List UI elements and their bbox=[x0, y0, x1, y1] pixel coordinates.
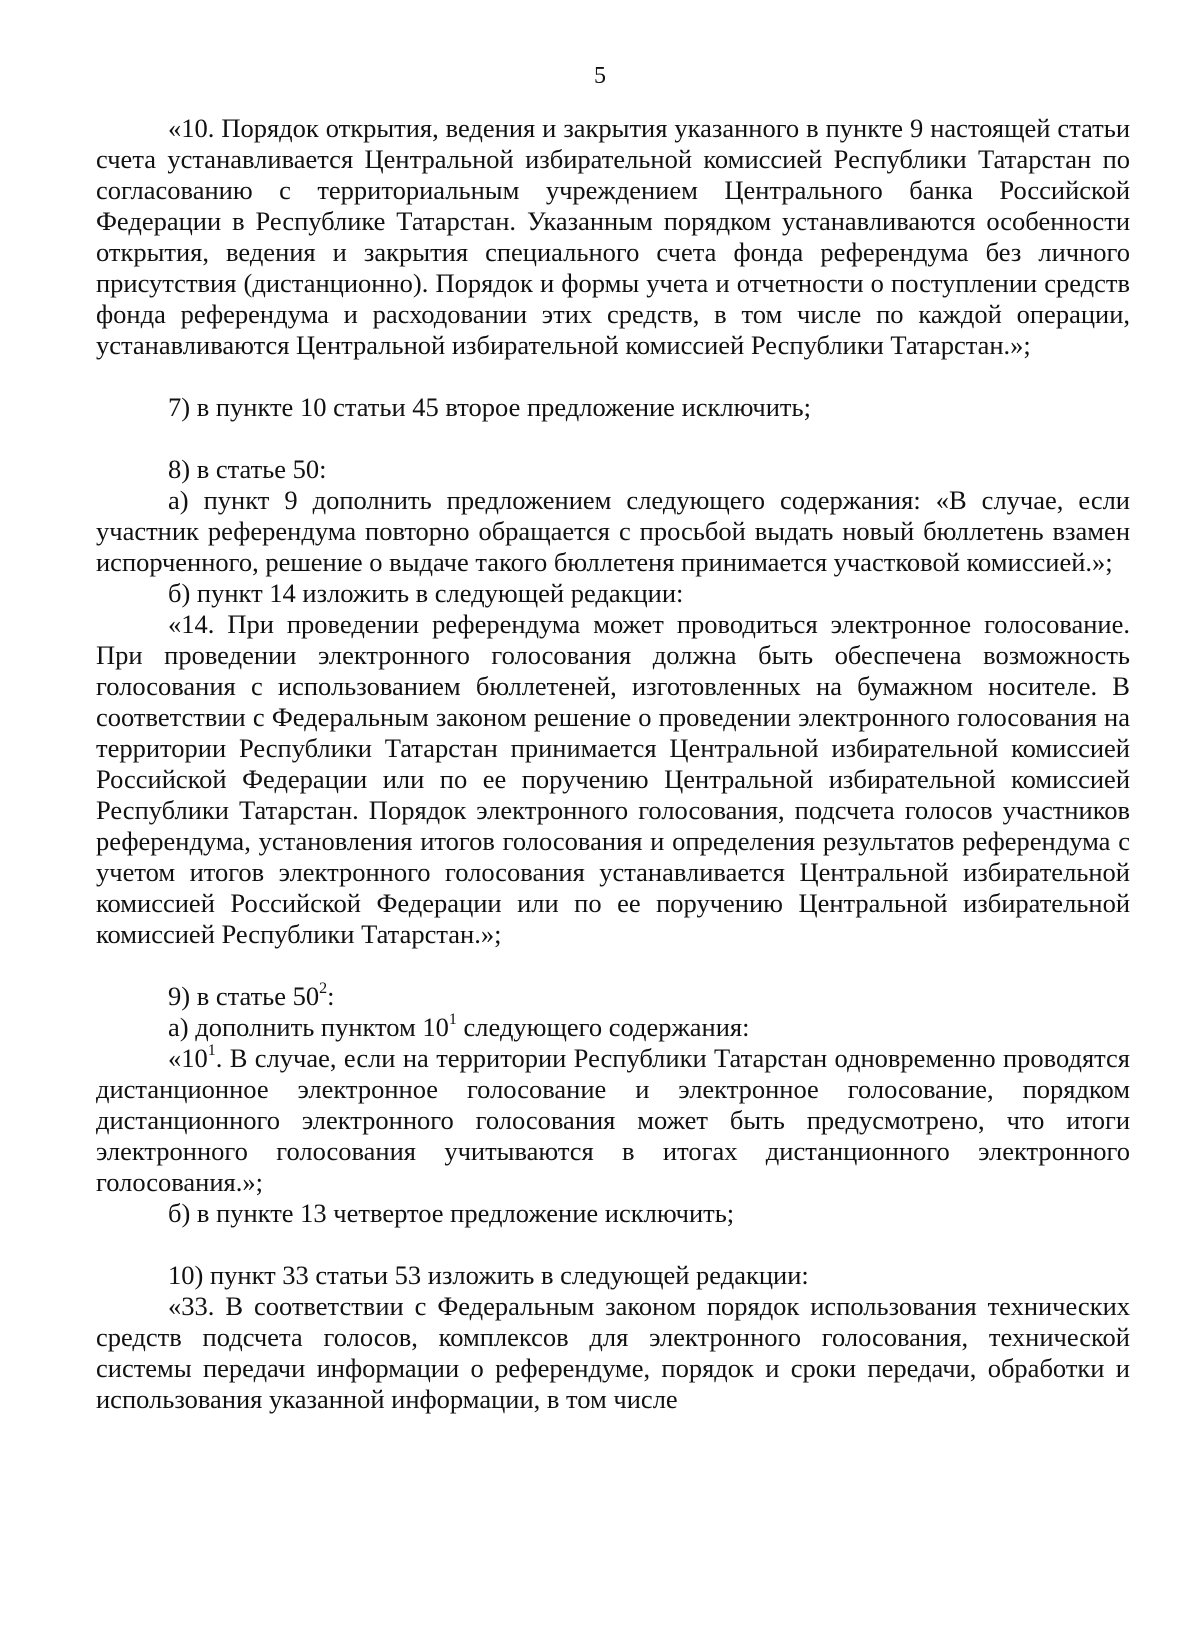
superscript: 1 bbox=[448, 1011, 457, 1029]
paragraph-article-14-text: «14. При проведении референдума может проводиться электронное голосование. При проведении электронного голосования должна быть обеспечена возможность голосования с использованием бюллетеней, изготовленных на бумажном носителе. В соответствии с Федеральным законом решение о проведении электронного голосования на территории Республики Татарстан принимается Центральной избирательной комиссией Российской Федерации или по ее поручению Центральной избирательной комиссией Республики Татарстан. Порядок электронного голосования, подсчета голосов участников референдума, установления итогов голосования и определения результатов референдума с учетом итогов электронного голосования устанавливается Центральной избирательной комиссией Российской Федерации или по ее поручению Центральной избирательной комиссией Республики Татарстан.»; bbox=[96, 609, 1130, 949]
paragraph-item-8a: а) пункт 9 дополнить предложением следующего содержания: «В случае, если участник референдума повторно обращается с просьбой выдать новый бюллетень взамен испорченного, решение о выдаче такого бюллетеня принимается участковой комиссией.»; bbox=[96, 485, 1130, 577]
paragraph-article-10-1-text bbox=[96, 1043, 1130, 1198]
text-run: : bbox=[327, 981, 335, 1011]
text-run: 9) в статье 50 bbox=[168, 981, 320, 1011]
paragraph-item-10: 10) пункт 33 статьи 53 изложить в следующей редакции: bbox=[168, 1260, 809, 1290]
paragraph-item-8b: б) пункт 14 изложить в следующей редакции: bbox=[168, 578, 684, 608]
text-run: а) дополнить пунктом 10 bbox=[168, 1012, 449, 1042]
text-run: . В случае, если на территории Республики Татарстан одновременно проводятся дистанционное электронное голосование и электронное голосование, порядком дистанционного электронного голосования может быть предусмотрено, что итоги электронного голосования учитываются в итогах дистанционного электронного голосования.»; bbox=[96, 1043, 1130, 1197]
superscript: 1 bbox=[207, 1042, 216, 1060]
paragraph-item-9b: б) в пункте 13 четвертое предложение исключить; bbox=[168, 1198, 735, 1228]
paragraph-article-10-text: «10. Порядок открытия, ведения и закрытия указанного в пункте 9 настоящей статьи счета устанавливается Центральной избирательной комиссией Республики Татарстан по согласованию с территориальным учреждением Центрального банка Российской Федерации в Республике Татарстан. Указанным порядком устанавливаются особенности открытия, ведения и закрытия специального счета фонда референдума без личного присутствия (дистанционно). Порядок и формы учета и отчетности о поступлении средств фонда референдума и расходовании этих средств, в том числе по каждой операции, устанавливаются Центральной избирательной комиссией Республики Татарстан.»; bbox=[96, 113, 1130, 360]
paragraph-article-33-text: «33. В соответствии с Федеральным законом порядок использования технических средств подсчета голосов, комплексов для электронного голосования, технической системы передачи информации о референдуме, порядок и сроки передачи, обработки и использования указанной информации, в том числе bbox=[96, 1291, 1130, 1414]
text-run: «10 bbox=[168, 1043, 208, 1073]
paragraph-item-8: 8) в статье 50: bbox=[168, 454, 327, 484]
superscript: 2 bbox=[319, 980, 328, 998]
text-run: следующего содержания: bbox=[456, 1012, 750, 1042]
paragraph-item-7: 7) в пункте 10 статьи 45 второе предложение исключить; bbox=[168, 392, 811, 422]
paragraph-item-9a bbox=[96, 1012, 1130, 1043]
paragraph-item-9 bbox=[96, 981, 1130, 1012]
page-number: 5 bbox=[594, 63, 606, 89]
document-body bbox=[96, 113, 1130, 1415]
